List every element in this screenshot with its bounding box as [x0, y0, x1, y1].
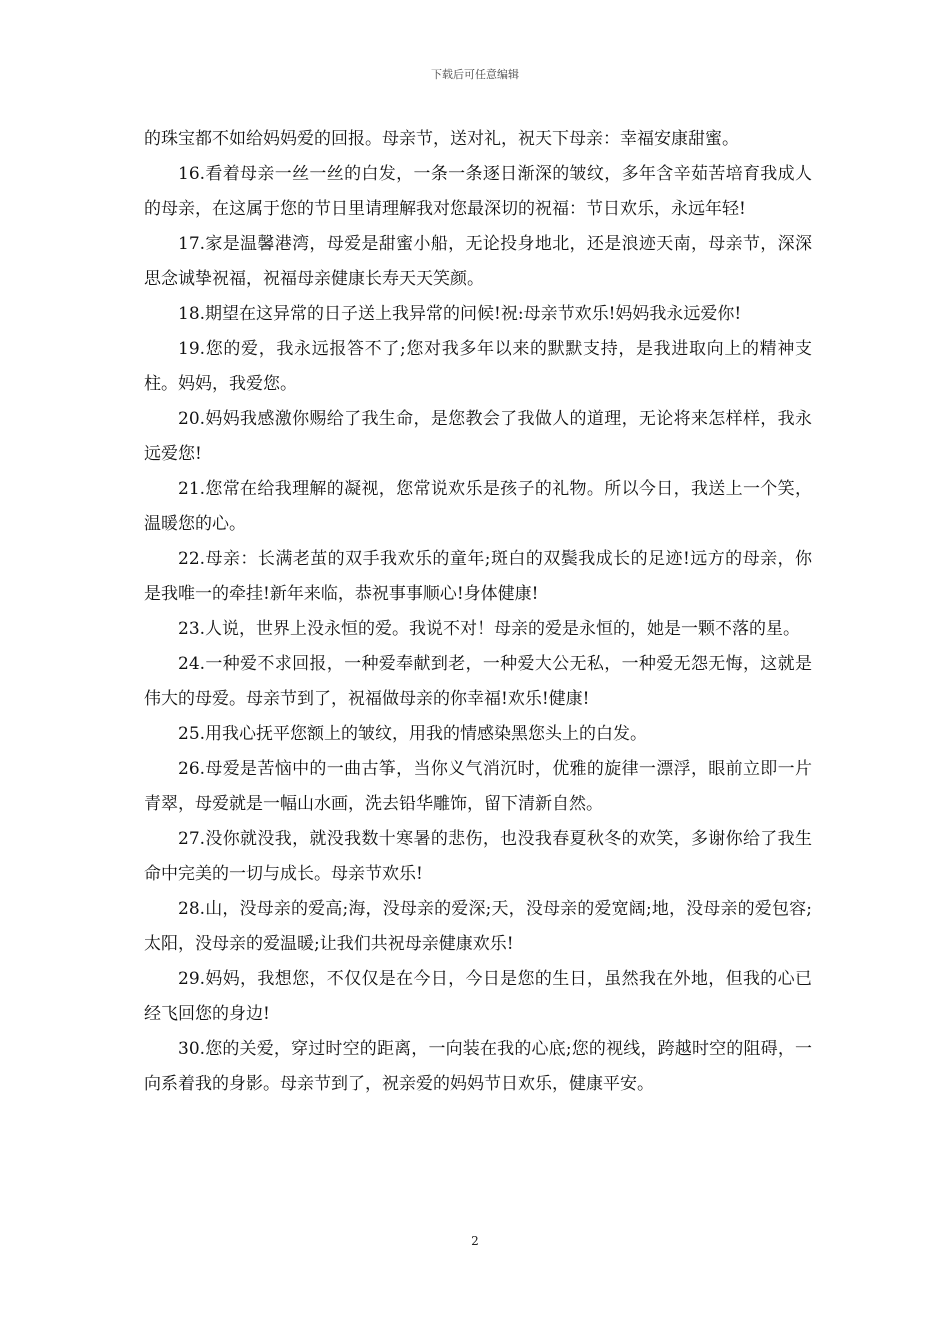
paragraph: 30.您的关爱，穿过时空的距离，一向装在我的心底;您的视线，跨越时空的阻碍，一向系着我的身影。母亲节到了，祝亲爱的妈妈节日欢乐，健康平安。 — [144, 1039, 812, 1094]
paragraph: 21.您常在给我理解的凝视，您常说欢乐是孩子的礼物。所以今日，我送上一个笑，温暖您的心。 — [144, 479, 812, 534]
paragraph: 22.母亲：长满老茧的双手我欢乐的童年;斑白的双鬓我成长的足迹!远方的母亲，你是我唯一的牵挂!新年来临，恭祝事事顺心!身体健康! — [144, 549, 812, 604]
paragraph: 24.一种爱不求回报，一种爱奉献到老，一种爱大公无私，一种爱无怨无悔，这就是伟大的母爱。母亲节到了，祝福做母亲的你幸福!欢乐!健康! — [144, 654, 812, 709]
paragraph: 23.人说，世界上没永恒的爱。我说不对！母亲的爱是永恒的，她是一颗不落的星。 — [178, 619, 801, 639]
paragraph: 26.母爱是苦恼中的一曲古筝，当你义气消沉时，优雅的旋律一漂浮，眼前立即一片青翠，母爱就是一幅山水画，洗去铅华雕饰，留下清新自然。 — [144, 759, 812, 814]
paragraph: 18.期望在这异常的日子送上我异常的问候!祝:母亲节欢乐!妈妈我永远爱你! — [178, 304, 742, 324]
paragraph: 25.用我心抚平您额上的皱纹，用我的情感染黑您头上的白发。 — [178, 724, 648, 744]
paragraph: 16.看着母亲一丝一丝的白发，一条一条逐日渐深的皱纹，多年含辛茹苦培育我成人的母亲，在这属于您的节日里请理解我对您最深切的祝福：节日欢乐，永远年轻! — [144, 164, 812, 219]
paragraph: 19.您的爱，我永远报答不了;您对我多年以来的默默支持，是我进取向上的精神支柱。妈妈，我爱您。 — [144, 339, 812, 394]
paragraph: 28.山，没母亲的爱高;海，没母亲的爱深;天，没母亲的爱宽阔;地，没母亲的爱包容;太阳，没母亲的爱温暖;让我们共祝母亲健康欢乐! — [144, 899, 812, 954]
paragraph: 20.妈妈我感激你赐给了我生命，是您教会了我做人的道理，无论将来怎样样，我永远爱您! — [144, 409, 812, 464]
page-number: 2 — [471, 1234, 479, 1248]
paragraph: 27.没你就没我，就没我数十寒暑的悲伤，也没我春夏秋冬的欢笑，多谢你给了我生命中完美的一切与成长。母亲节欢乐! — [144, 829, 812, 884]
paragraph: 17.家是温馨港湾，母爱是甜蜜小船，无论投身地北，还是浪迹天南，母亲节，深深思念诚挚祝福，祝福母亲健康长寿天天笑颜。 — [144, 234, 812, 289]
page-header: 下载后可任意编辑 — [431, 68, 519, 81]
paragraph: 的珠宝都不如给妈妈爱的回报。母亲节，送对礼，祝天下母亲：幸福安康甜蜜。 — [144, 129, 739, 149]
paragraph: 29.妈妈，我想您，不仅仅是在今日，今日是您的生日，虽然我在外地，但我的心已经飞回您的身边! — [144, 969, 812, 1024]
document-body — [144, 122, 812, 1102]
